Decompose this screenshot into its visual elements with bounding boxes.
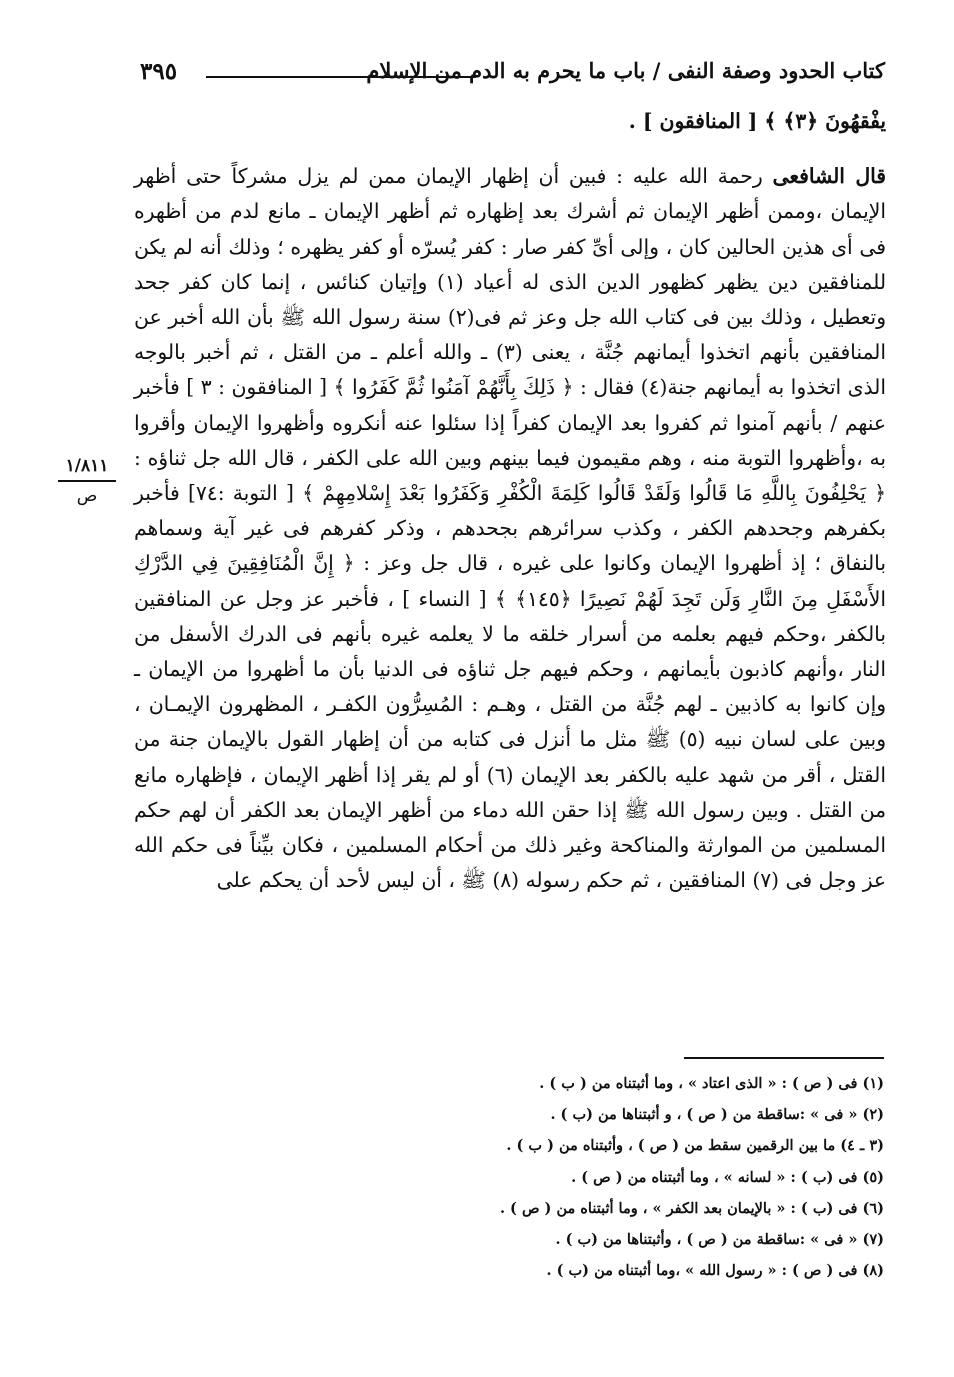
main-text	[134, 104, 886, 898]
manuscript-folio: ١/٨١١	[65, 456, 109, 476]
main-paragraph	[134, 159, 886, 898]
paragraph-lead: قال الشافعى	[772, 164, 886, 189]
footnote-item: (٨) فى ( ص ) : « رسول الله » ،وما أثبتناه من (ب ) .	[546, 1262, 884, 1280]
footnote-item: (٦) فى (ب ) : « بالإيمان بعد الكفر » ، وما أثبتناه من ( ص ) .	[499, 1199, 884, 1217]
page-number: ٣٩٥	[140, 58, 178, 85]
quran-verse-ending: يفْقهُونَ ﴿٣﴾ ﴾ [ المنافقون ] .	[628, 109, 886, 133]
running-title: كتاب الحدود وصفة النفى / باب ما يحرم به الدم من الإسلام	[366, 58, 885, 83]
footnote-item: (١) فى ( ص ) : « الذى اعتاد » ، وما أثبتناه من ( ب ) .	[539, 1075, 884, 1092]
footnote-item: (٣ ـ ٤) ما بين الرقمين سقط من ( ص ) ، وأثبتناه من ( ب ) .	[506, 1137, 884, 1155]
footnote-rule	[684, 1057, 884, 1059]
manuscript-symbol: ص	[76, 486, 98, 506]
footnote-item: (٧) « فى » :ساقطة من ( ص ) ، وأثبتناها من (ب ) .	[555, 1231, 884, 1249]
margin-manuscript-reference	[58, 454, 116, 508]
margin-rule	[58, 480, 116, 482]
page-header	[140, 58, 885, 98]
paragraph-text: رحمة الله عليه : فبين أن إظهار الإيمان ممن لم يزل مشركاً حتى أظهر الإيمان ،وممن أظهر الإيمان ثم أشرك بعد إظهاره ثم أظهر الإيمان ـ مانع لدم من أظهره فى أى هذين الحالين كان ، وإلى أىِّ كفر صار : كفر يُسرّه أو كفر يظهره ؛ وذلك أنه لم يكن للمنافقين دين يظهر كظهور الدين الذى له أعياد (١) وإتيان كنائس ، إنما كان كفر جحد وتعطيل ، وذلك بين فى كتاب الله جل وعز ثم فى(٢) سنة رسول الله ﷺ بأن الله أخبر عن المنافقين بأنهم اتخذوا أيمانهم جُنَّة ، يعنى (٣) ـ والله أعلم ـ من القتل ، ثم أخبر بالوجه الذى اتخذوا به أيمانهم جنة(٤) فقال : ﴿ ذَلِكَ بِأَنَّهُمْ آمَنُوا ثُمَّ كَفَرُوا ﴾ [ المنافقون : ٣ ] فأخبر عنهم / بأنهم آمنوا ثم كفروا بعد الإيمان كفراً إذا سئلوا عنه أنكروه وأظهروا الإيمان وأقروا به ،وأظهروا التوبة منه ، وهم مقيمون فيما بينهم وبين الله على الكفر ، قال الله جل ثناؤه : ﴿ يَحْلِفُونَ بِاللَّهِ مَا قَالُوا وَلَقَدْ قَالُوا كَلِمَةَ الْكُفْرِ وَكَفَرُوا بَعْدَ إِسْلامِهِمْ ﴾ [ التوبة :٧٤] فأخبر بكفرهم وجحدهم الكفر ، وكذب سرائرهم بجحدهم ، وذكر كفرهم فى غير آية وسماهم بالنفاق ؛ إذ أظهروا الإيمان وكانوا على غيره ، قال جل وعز : ﴿ إِنَّ الْمُنَافِقِينَ فِي الدَّرْكِ الأَسْفَلِ مِنَ النَّارِ وَلَن تَجِدَ لَهُمْ نَصِيرًا ﴿١٤٥﴾ ﴾ [ النساء ] ، فأخبر عز وجل عن المنافقين بالكفر ،وحكم فيهم بعلمه من أسرار خلقه ما لا يعلمه غيره بأنهم فى الدرك الأسفل من النار ،وأنهم كاذبون بأيمانهم ، وحكم فيهم جل ثناؤه فى الدنيا بأن ما أظهروا من الإيمان ـ وإن كانوا به كاذبين ـ لهم جُنَّة من القتل ، وهـم : المُسِرُّون الكفـر ، المظهرون الإيمـان ، وبين على لسان نبيه (٥) ﷺ مثل ما أنزل فى كتابه من أن إظهار القول بالإيمان جنة من القتل ، أقر من شهد عليه بالكفر بعد الإيمان (٦) أو لم يقر إذا أظهر الإيمان ، فإظهاره مانع من القتل . وبين رسول الله ﷺ إذا حقن الله دماء من أظهر الإيمان بعد الكفر أن لهم حكم المسلمين من الموارثة والمناكحة وغير ذلك من أحكام المسلمين ، فكان بيِّناً فى حكم الله عز وجل فى (٧) المنافقين ، ثم حكم رسوله (٨) ﷺ ، أن ليس لأحد أن يحكم على	[134, 164, 887, 893]
footnote-item: (٥) فى (ب ) : « لسانه » ، وما أثبتناه من ( ص ) .	[571, 1168, 884, 1186]
footnotes	[464, 1068, 884, 1286]
footnote-item: (٢) « فى » :ساقطة من ( ص ) ، و أثبتناها من (ب ) .	[550, 1106, 884, 1124]
